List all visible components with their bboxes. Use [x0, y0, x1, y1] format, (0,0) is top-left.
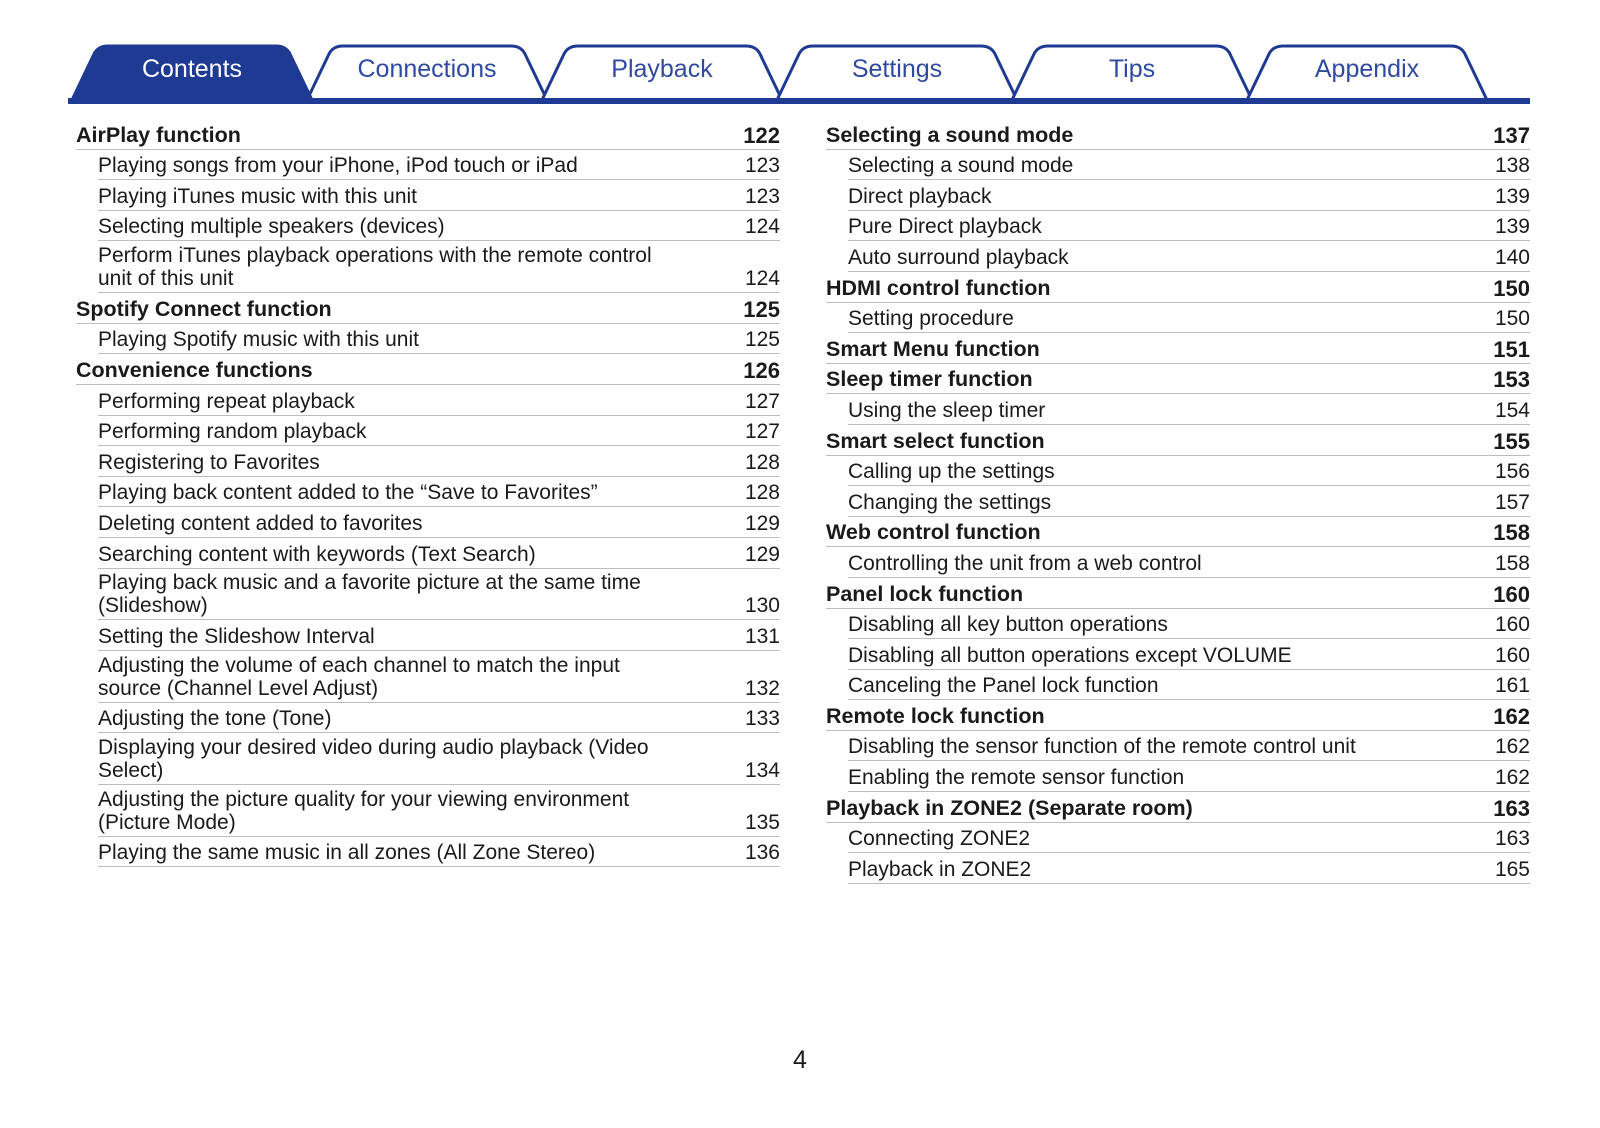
- toc-entry-title: Selecting a sound mode: [848, 154, 1074, 178]
- toc-section-heading[interactable]: [826, 119, 1530, 150]
- toc-entry-title: Changing the settings: [848, 490, 1052, 514]
- toc-entry-title: Remote lock function: [826, 703, 1045, 728]
- toc-entry-page: 157: [1494, 490, 1530, 514]
- toc-entry-page: 160: [1494, 613, 1530, 637]
- toc-entry-page: 163: [1494, 827, 1530, 851]
- toc-entry-page: 151: [1493, 336, 1530, 362]
- toc-entry-page: 133: [744, 707, 780, 731]
- toc-entry[interactable]: [98, 477, 780, 508]
- toc-entry-title: Performing repeat playback: [98, 389, 355, 413]
- tab-tips[interactable]: Tips: [1108, 55, 1156, 83]
- toc-entry-title: AirPlay function: [76, 122, 241, 147]
- toc-entry[interactable]: [848, 731, 1530, 762]
- tab-settings[interactable]: Settings: [851, 55, 943, 83]
- toc-entry-title: Using the sleep timer: [848, 398, 1046, 422]
- toc-entry-title: Playing songs from your iPhone, iPod touch or iPad: [98, 154, 578, 178]
- toc-entry-title: Calling up the settings: [848, 460, 1055, 484]
- toc-entry[interactable]: [98, 837, 780, 868]
- toc-entry[interactable]: [98, 324, 780, 355]
- toc-entry-title: Setting the Slideshow Interval: [98, 624, 375, 648]
- toc-entry-page: 162: [1494, 735, 1530, 759]
- toc-entry-title: Perform iTunes playback operations with the remote control unit of this unit: [98, 244, 652, 291]
- toc-entry-page: 127: [744, 389, 780, 413]
- toc-entry-page: 150: [1493, 275, 1530, 301]
- toc-entry[interactable]: [848, 180, 1530, 211]
- toc-section-heading[interactable]: [76, 119, 780, 150]
- toc-entry-title: Performing random playback: [98, 420, 367, 444]
- toc-entry-title: Playing iTunes music with this unit: [98, 184, 418, 208]
- toc-entry[interactable]: [848, 670, 1530, 701]
- toc-entry-page: 156: [1494, 460, 1530, 484]
- toc-left-column: [76, 119, 780, 867]
- toc-entry-title: Direct playback: [848, 184, 992, 208]
- toc-entry[interactable]: [98, 241, 780, 293]
- toc-entry-page: 125: [744, 328, 780, 352]
- toc-entry-title: Web control function: [826, 520, 1041, 545]
- toc-entry[interactable]: [98, 651, 780, 703]
- toc-entry-page: 126: [743, 357, 780, 383]
- toc-entry-page: 139: [1494, 184, 1530, 208]
- toc-entry[interactable]: [98, 733, 780, 785]
- toc-section-heading[interactable]: [826, 578, 1530, 609]
- toc-section-heading[interactable]: [826, 364, 1530, 395]
- toc-entry[interactable]: [98, 703, 780, 734]
- toc-entry-title: Disabling all button operations except VOLUME: [848, 643, 1292, 667]
- toc-entry-title: Playing the same music in all zones (All Zone Stereo): [98, 841, 596, 865]
- toc-entry-title: Canceling the Panel lock function: [848, 674, 1159, 698]
- toc-entry[interactable]: [848, 761, 1530, 792]
- toc-entry-title: Deleting content added to favorites: [98, 511, 423, 535]
- toc-entry[interactable]: [848, 303, 1530, 334]
- toc-entry-page: 122: [743, 122, 780, 148]
- toc-entry-title: Adjusting the picture quality for your viewing environment (Picture Mode): [98, 787, 630, 834]
- toc-entry[interactable]: [98, 785, 780, 837]
- toc-entry-page: 160: [1493, 581, 1530, 607]
- toc-entry-title: Pure Direct playback: [848, 215, 1042, 239]
- toc-entry-page: 158: [1493, 520, 1530, 546]
- toc-entry-page: 129: [744, 511, 780, 535]
- toc-entry-title: Convenience functions: [76, 357, 313, 382]
- toc-entry-title: HDMI control function: [826, 275, 1051, 300]
- toc-entry[interactable]: [98, 416, 780, 447]
- toc-entry[interactable]: [848, 456, 1530, 487]
- toc-entry-title: Playback in ZONE2 (Separate room): [826, 795, 1193, 820]
- toc-entry-page: 160: [1494, 643, 1530, 667]
- toc-entry-title: Playing Spotify music with this unit: [98, 328, 419, 352]
- toc-entry[interactable]: [848, 211, 1530, 242]
- toc-entry[interactable]: [848, 823, 1530, 854]
- toc-entry-title: Setting procedure: [848, 307, 1014, 331]
- toc-entry-page: 139: [1494, 215, 1530, 239]
- toc-entry[interactable]: [98, 538, 780, 569]
- toc-entry[interactable]: [98, 150, 780, 181]
- toc-entry-page: 140: [1494, 245, 1530, 269]
- toc-entry[interactable]: [848, 486, 1530, 517]
- toc-section-heading[interactable]: [826, 272, 1530, 303]
- toc-entry[interactable]: [848, 394, 1530, 425]
- toc-entry-page: 161: [1494, 674, 1530, 698]
- toc-entry[interactable]: [848, 241, 1530, 272]
- tab-connections[interactable]: Connections: [357, 55, 497, 83]
- toc-section-heading[interactable]: [76, 354, 780, 385]
- toc-entry-page: 155: [1493, 428, 1530, 454]
- toc-entry-title: Connecting ZONE2: [848, 827, 1031, 851]
- toc-entry-page: 163: [1493, 795, 1530, 821]
- toc-entry-page: 128: [744, 481, 780, 505]
- toc-entry-page: 135: [744, 810, 780, 834]
- toc-entry-page: 154: [1494, 398, 1530, 422]
- toc-entry-page: 134: [744, 759, 780, 783]
- toc-entry-title: Disabling the sensor function of the remote control unit: [848, 735, 1356, 759]
- toc-entry-page: 127: [744, 420, 780, 444]
- toc-entry-title: Adjusting the volume of each channel to match the input source (Channel Level Adjust): [98, 653, 620, 700]
- tab-playback[interactable]: Playback: [611, 55, 713, 83]
- toc-entry-title: Sleep timer function: [826, 367, 1033, 392]
- toc-entry-title: Auto surround playback: [848, 245, 1069, 269]
- toc-section-heading[interactable]: [826, 517, 1530, 548]
- toc-entry-title: Panel lock function: [826, 581, 1024, 606]
- toc-entry[interactable]: [98, 446, 780, 477]
- toc-entry[interactable]: [848, 150, 1530, 181]
- toc-section-heading[interactable]: [76, 293, 780, 324]
- toc-entry-page: 123: [744, 184, 780, 208]
- toc-entry-title: Disabling all key button operations: [848, 613, 1168, 637]
- toc-entry-title: Playback in ZONE2: [848, 857, 1032, 881]
- toc-entry-page: 162: [1494, 766, 1530, 790]
- toc-entry-title: Playing back content added to the “Save to Favorites”: [98, 481, 598, 505]
- toc-entry-page: 129: [744, 542, 780, 566]
- toc-entry-title: Smart select function: [826, 428, 1045, 453]
- tab-underline-rule: [68, 98, 1530, 104]
- toc-entry-page: 124: [744, 267, 780, 291]
- toc-entry[interactable]: [848, 853, 1530, 884]
- toc-entry-page: 123: [744, 154, 780, 178]
- toc-right-column: [826, 119, 1530, 884]
- toc-entry-page: 131: [744, 624, 780, 648]
- toc-entry-page: 153: [1493, 367, 1530, 393]
- toc-entry[interactable]: [98, 385, 780, 416]
- toc-entry[interactable]: [98, 211, 780, 242]
- toc-entry[interactable]: [98, 569, 780, 621]
- toc-section-heading[interactable]: [826, 333, 1530, 364]
- toc-entry-title: Searching content with keywords (Text Search): [98, 542, 536, 566]
- toc-entry-title: Registering to Favorites: [98, 450, 320, 474]
- toc-entry-title: Displaying your desired video during audio playback (Video Select): [98, 736, 649, 783]
- toc-entry-title: Playing back music and a favorite picture at the same time (Slideshow): [98, 571, 641, 618]
- toc-entry-page: 158: [1494, 551, 1530, 575]
- toc-entry-page: 138: [1494, 154, 1530, 178]
- toc-entry-page: 150: [1494, 307, 1530, 331]
- toc-entry-page: 136: [744, 841, 780, 865]
- toc-entry[interactable]: [848, 547, 1530, 578]
- tab-appendix[interactable]: Appendix: [1314, 55, 1420, 83]
- toc-entry[interactable]: [98, 180, 780, 211]
- toc-entry-title: Selecting a sound mode: [826, 122, 1074, 147]
- toc-entry-title: Selecting multiple speakers (devices): [98, 215, 445, 239]
- toc-entry-page: 132: [744, 676, 780, 700]
- toc-entry-page: 137: [1493, 122, 1530, 148]
- toc-entry-page: 165: [1494, 857, 1530, 881]
- page-number: 4: [793, 1046, 807, 1074]
- toc-entry-page: 125: [743, 296, 780, 322]
- toc-section-heading[interactable]: [826, 425, 1530, 456]
- toc-entry-title: Smart Menu function: [826, 336, 1040, 361]
- toc-entry-page: 124: [744, 215, 780, 239]
- toc-entry[interactable]: [98, 507, 780, 538]
- toc-entry[interactable]: [98, 620, 780, 651]
- toc-entry-page: 128: [744, 450, 780, 474]
- section-tab-bar: [68, 42, 1530, 106]
- toc-entry-title: Enabling the remote sensor function: [848, 766, 1185, 790]
- toc-entry-page: 130: [744, 594, 780, 618]
- tab-contents[interactable]: Contents: [141, 55, 243, 83]
- toc-entry-title: Adjusting the tone (Tone): [98, 707, 332, 731]
- toc-entry[interactable]: [848, 609, 1530, 640]
- toc-entry-title: Controlling the unit from a web control: [848, 551, 1202, 575]
- toc-section-heading[interactable]: [826, 700, 1530, 731]
- toc-entry[interactable]: [848, 639, 1530, 670]
- toc-entry-page: 162: [1493, 703, 1530, 729]
- toc-entry-title: Spotify Connect function: [76, 296, 332, 321]
- toc-section-heading[interactable]: [826, 792, 1530, 823]
